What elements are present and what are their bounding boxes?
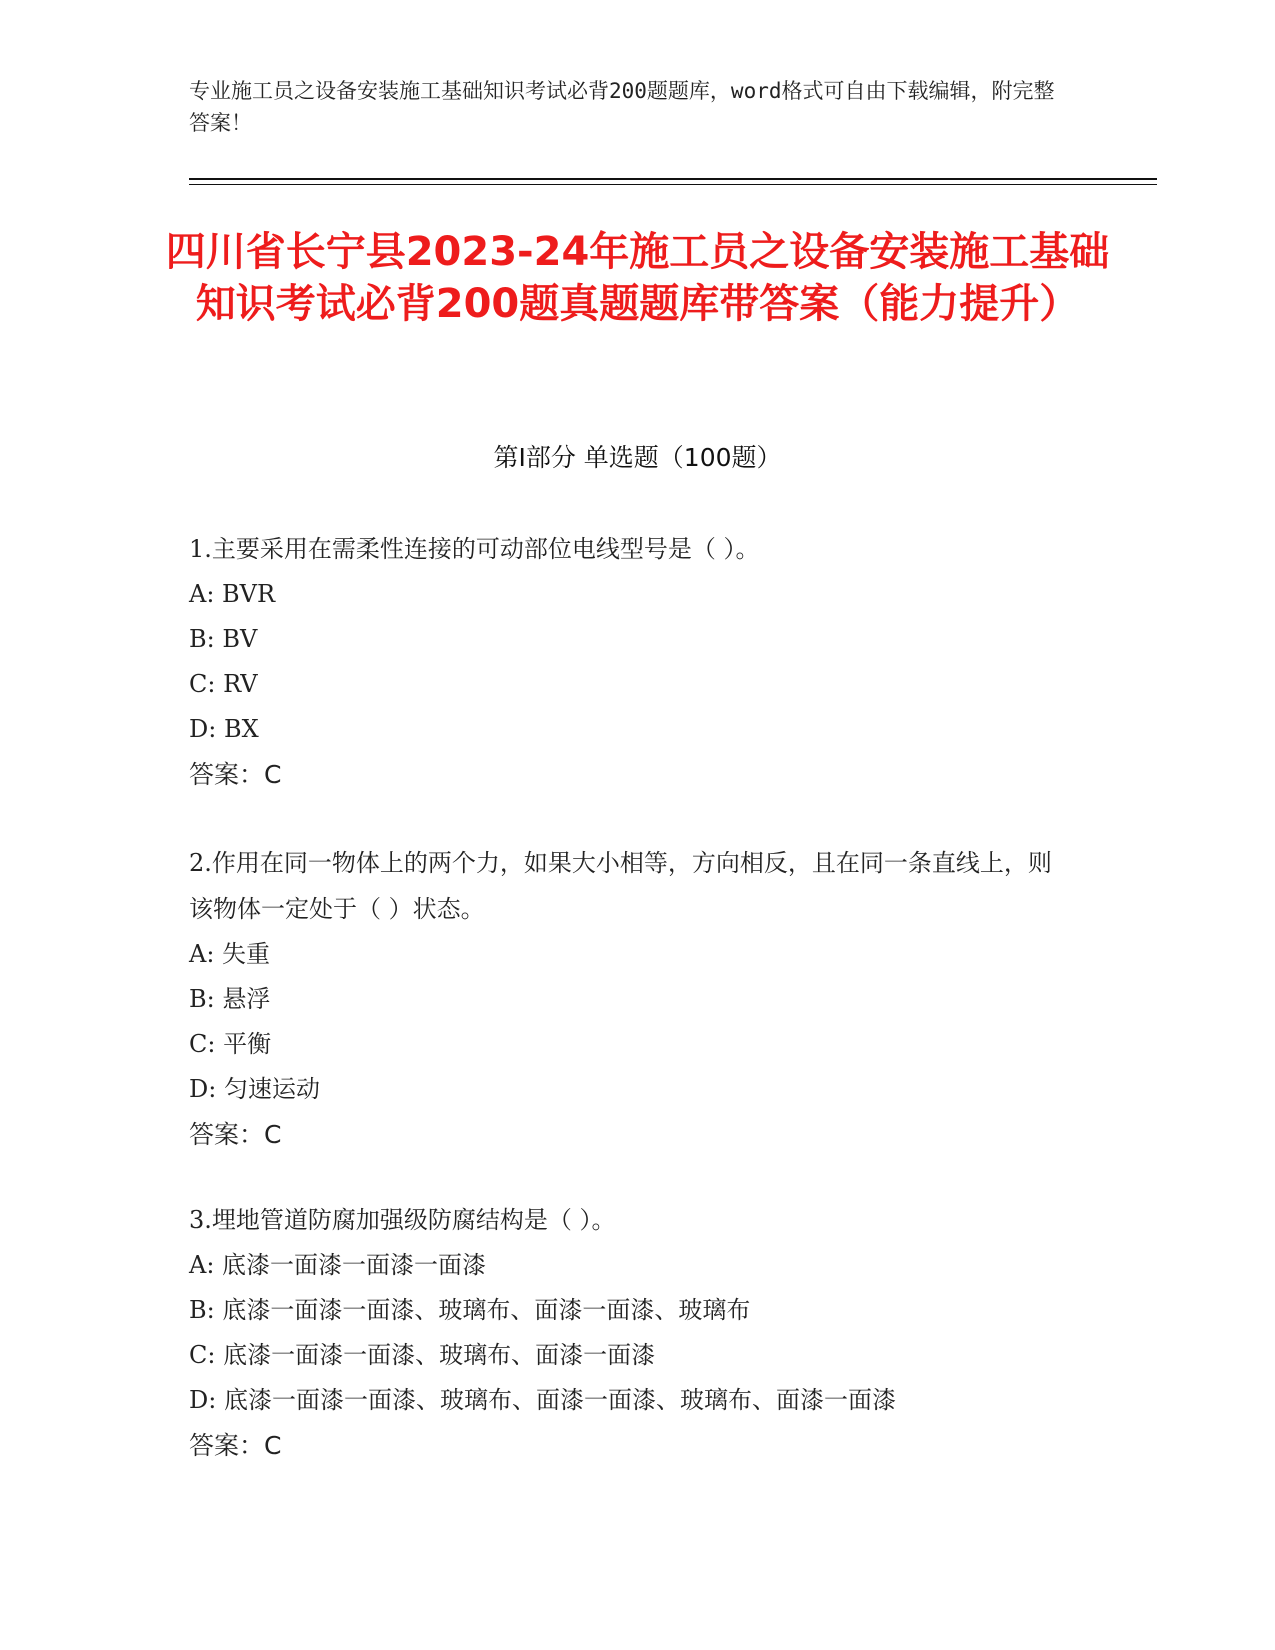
option-d: D: BX [189,715,259,743]
option-c: C: 平衡 [189,1030,272,1058]
answer-line: 答案：C [189,1120,282,1149]
question-block [189,840,1069,1158]
header-divider-thin [189,184,1157,185]
option-d: D: 底漆一面漆一面漆、玻璃布、面漆一面漆、玻璃布、面漆一面漆 [189,1386,896,1414]
question-stem: 3.埋地管道防腐加强级防腐结构是（ ）。 [189,1206,616,1234]
option-a: A: 失重 [189,940,271,968]
option-a: A: 底漆一面漆一面漆一面漆 [189,1251,487,1279]
answer-line: 答案：C [189,1431,282,1460]
answer-line: 答案：C [189,760,282,789]
option-b: B: 悬浮 [189,985,271,1013]
section-heading: 第Ⅰ部分 单选题（100题） [493,443,782,472]
question-block [189,1197,1069,1469]
option-b: B: BV [189,625,258,653]
header-divider-thick [189,178,1157,180]
header-note: 专业施工员之设备安装施工基础知识考试必背200题题库，word格式可自由下载编辑，附完整答案！ [189,79,1055,135]
document-title: 四川省长宁县2023-24年施工员之设备安装施工基础知识考试必背200题真题题库带答案（能力提升） [165,229,1110,327]
option-c: C: RV [189,670,258,698]
option-b: B: 底漆一面漆一面漆、玻璃布、面漆一面漆、玻璃布 [189,1296,751,1324]
option-a: A: BVR [189,580,276,608]
question-block [189,526,1069,798]
option-d: D: 匀速运动 [189,1075,320,1103]
question-stem: 1.主要采用在需柔性连接的可动部位电线型号是（ ）。 [189,535,760,563]
question-stem: 2.作用在同一物体上的两个力，如果大小相等，方向相反，且在同一条直线上，则该物体一定处于（ ）状态。 [189,849,1052,923]
option-c: C: 底漆一面漆一面漆、玻璃布、面漆一面漆 [189,1341,656,1369]
